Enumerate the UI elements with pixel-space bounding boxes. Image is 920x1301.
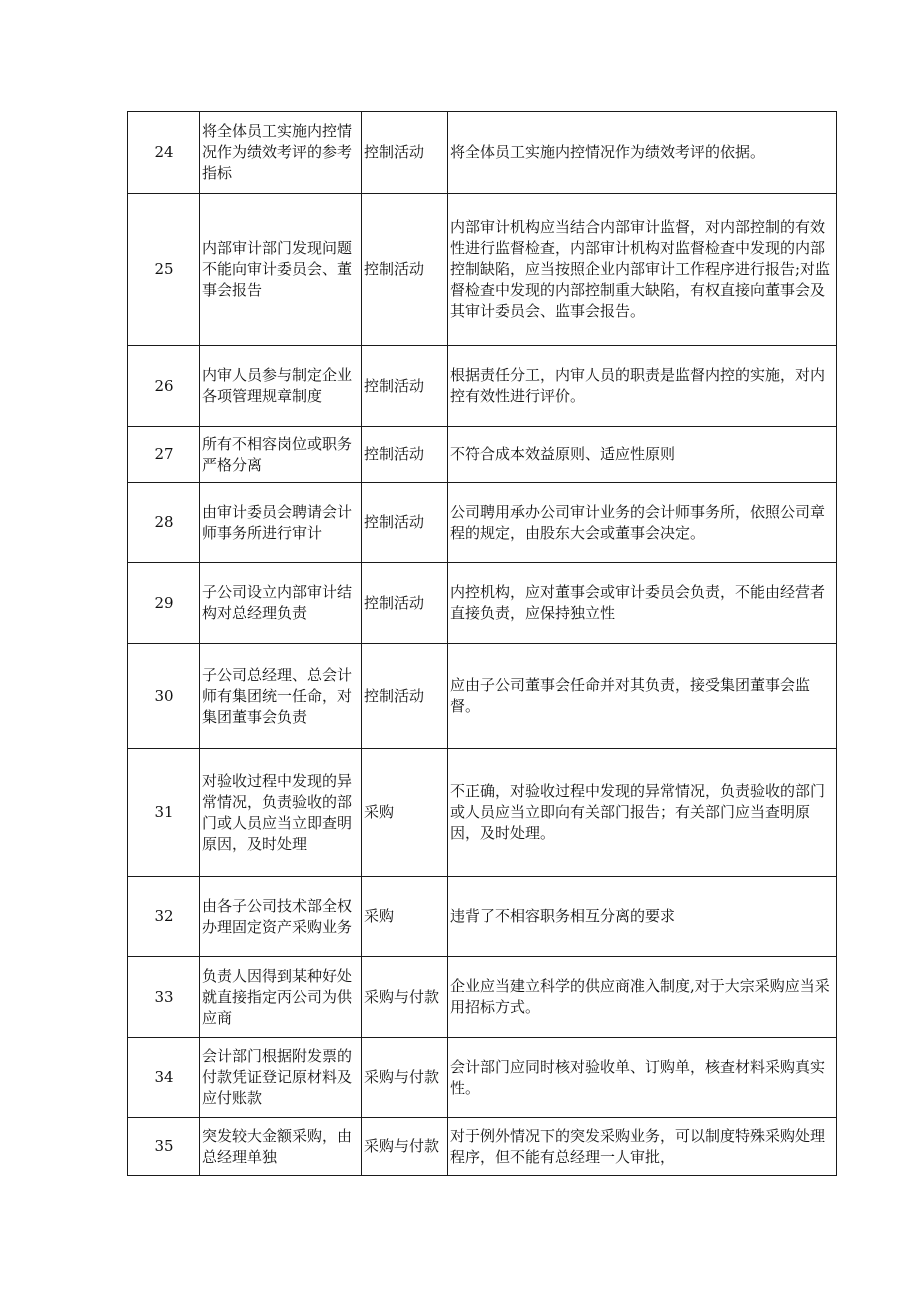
issue-description: 子公司总经理、总会计师有集团统一任命，对集团董事会负责 <box>200 644 362 749</box>
issue-description: 由各子公司技术部全权办理固定资产采购业务 <box>200 877 362 957</box>
control-category: 控制活动 <box>362 483 448 563</box>
control-category: 采购与付款 <box>362 1038 448 1118</box>
row-number: 24 <box>128 112 200 194</box>
row-number: 30 <box>128 644 200 749</box>
analysis-text: 公司聘用承办公司审计业务的会计师事务所，依照公司章程的规定，由股东大会或董事会决定。 <box>448 483 837 563</box>
row-number: 28 <box>128 483 200 563</box>
row-number: 29 <box>128 563 200 644</box>
control-category: 采购 <box>362 877 448 957</box>
control-category: 采购与付款 <box>362 957 448 1038</box>
table-row <box>128 427 837 483</box>
table-row <box>128 644 837 749</box>
table-row <box>128 877 837 957</box>
analysis-text: 会计部门应同时核对验收单、订购单，核查材料采购真实性。 <box>448 1038 837 1118</box>
issue-description: 将全体员工实施内控情况作为绩效考评的参考指标 <box>200 112 362 194</box>
row-number: 31 <box>128 749 200 877</box>
issue-description: 对验收过程中发现的异常情况，负责验收的部门或人员应当立即查明原因，及时处理 <box>200 749 362 877</box>
analysis-text: 对于例外情况下的突发采购业务，可以制度特殊采购处理程序，但不能有总经理一人审批， <box>448 1118 837 1176</box>
row-number: 27 <box>128 427 200 483</box>
table-row <box>128 194 837 346</box>
control-category: 控制活动 <box>362 194 448 346</box>
row-number: 35 <box>128 1118 200 1176</box>
analysis-text: 不符合成本效益原则、适应性原则 <box>448 427 837 483</box>
row-number: 25 <box>128 194 200 346</box>
table-row <box>128 112 837 194</box>
control-category: 控制活动 <box>362 112 448 194</box>
table-row <box>128 483 837 563</box>
control-category: 控制活动 <box>362 563 448 644</box>
issue-description: 内审人员参与制定企业各项管理规章制度 <box>200 346 362 427</box>
analysis-text: 将全体员工实施内控情况作为绩效考评的依据。 <box>448 112 837 194</box>
analysis-text: 企业应当建立科学的供应商准入制度,对于大宗采购应当采用招标方式。 <box>448 957 837 1038</box>
control-category: 控制活动 <box>362 346 448 427</box>
issue-description: 所有不相容岗位或职务严格分离 <box>200 427 362 483</box>
analysis-text: 内控机构，应对董事会或审计委员会负责，不能由经营者直接负责，应保持独立性 <box>448 563 837 644</box>
issue-description: 子公司设立内部审计结构对总经理负责 <box>200 563 362 644</box>
analysis-text: 不正确，对验收过程中发现的异常情况，负责验收的部门或人员应当立即向有关部门报告；有关部门应当查明原因，及时处理。 <box>448 749 837 877</box>
control-category: 采购 <box>362 749 448 877</box>
table-row <box>128 1038 837 1118</box>
table-row <box>128 749 837 877</box>
issue-description: 会计部门根据附发票的付款凭证登记原材料及应付账款 <box>200 1038 362 1118</box>
issue-description: 由审计委员会聘请会计师事务所进行审计 <box>200 483 362 563</box>
analysis-text: 违背了不相容职务相互分离的要求 <box>448 877 837 957</box>
issue-description: 突发较大金额采购，由总经理单独 <box>200 1118 362 1176</box>
row-number: 33 <box>128 957 200 1038</box>
control-category: 控制活动 <box>362 644 448 749</box>
issue-description: 内部审计部门发现问题不能向审计委员会、董事会报告 <box>200 194 362 346</box>
row-number: 32 <box>128 877 200 957</box>
analysis-text: 应由子公司董事会任命并对其负责，接受集团董事会监督。 <box>448 644 837 749</box>
row-number: 26 <box>128 346 200 427</box>
control-category: 采购与付款 <box>362 1118 448 1176</box>
row-number: 34 <box>128 1038 200 1118</box>
table-row <box>128 1118 837 1176</box>
analysis-text: 内部审计机构应当结合内部审计监督，对内部控制的有效性进行监督检查，内部审计机构对监督检查中发现的内部控制缺陷，应当按照企业内部审计工作程序进行报告;对监督检查中发现的内部控制重大缺陷，有权直接向董事会及其审计委员会、监事会报告。 <box>448 194 837 346</box>
analysis-text: 根据责任分工，内审人员的职责是监督内控的实施，对内控有效性进行评价。 <box>448 346 837 427</box>
internal-control-table <box>127 111 837 1176</box>
table-row <box>128 563 837 644</box>
issue-description: 负责人因得到某种好处就直接指定丙公司为供应商 <box>200 957 362 1038</box>
table-row <box>128 346 837 427</box>
control-category: 控制活动 <box>362 427 448 483</box>
table-row <box>128 957 837 1038</box>
